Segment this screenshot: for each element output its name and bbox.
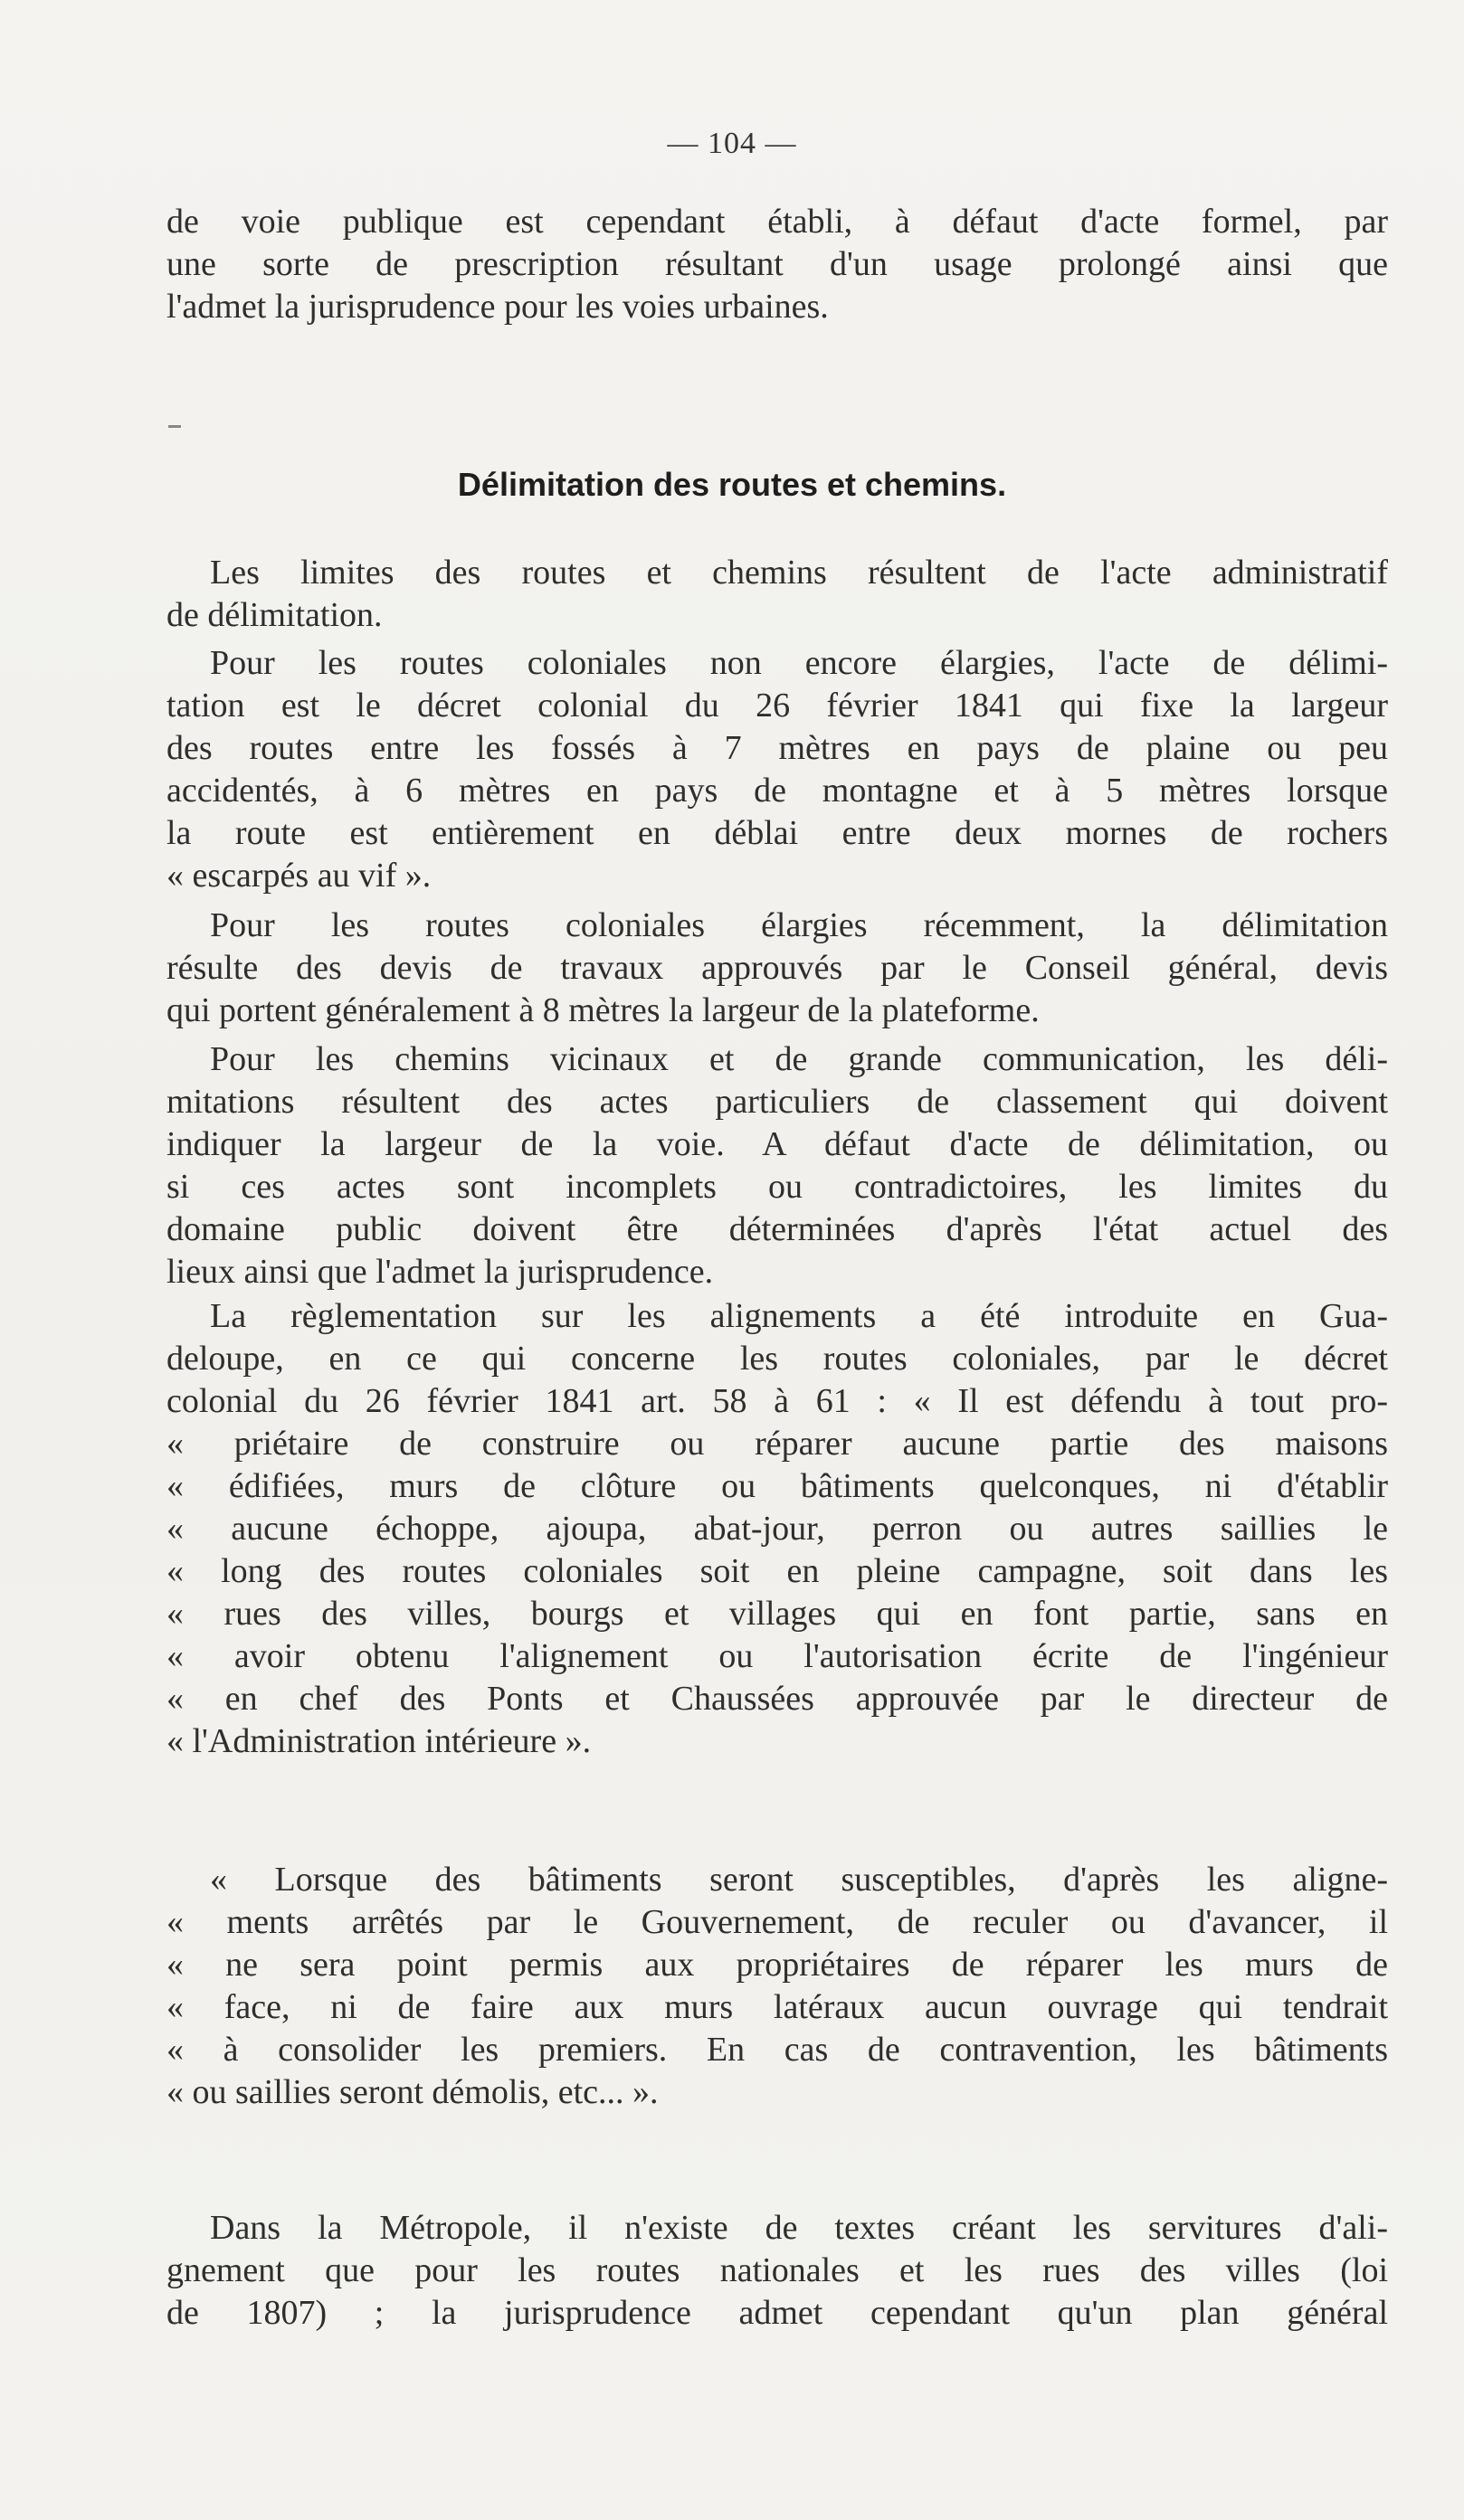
text-line: Pour les routes coloniales élargies récemment, la délimitation bbox=[210, 906, 1388, 944]
text-line: « l'Administration intérieure ». bbox=[166, 1722, 592, 1760]
text-line: si ces actes sont incomplets ou contradictoires, les limites du bbox=[166, 1168, 1388, 1206]
text-line: « priétaire de construire ou réparer aucune partie des maisons bbox=[166, 1425, 1388, 1463]
text-line: gnement que pour les routes nationales et les rues des villes (loi bbox=[166, 2251, 1388, 2289]
text-line: Pour les chemins vicinaux et de grande communication, les déli- bbox=[210, 1040, 1388, 1078]
stray-mark bbox=[168, 425, 181, 428]
text-line: deloupe, en ce qui concerne les routes coloniales, par le décret bbox=[166, 1340, 1388, 1378]
text-line: Les limites des routes et chemins résultent de l'acte administratif bbox=[210, 554, 1388, 592]
text-line: « ne sera point permis aux propriétaires de réparer les murs de bbox=[166, 1946, 1388, 1984]
paragraph-routes-elargies bbox=[166, 905, 1388, 1032]
text-line: « escarpés au vif ». bbox=[166, 857, 432, 895]
section-heading: Délimitation des routes et chemins. bbox=[457, 466, 1007, 503]
text-line: une sorte de prescription résultant d'un usage prolongé ainsi que bbox=[166, 245, 1388, 283]
text-line: l'admet la jurisprudence pour les voies urbaines. bbox=[166, 288, 829, 326]
page-number: — 104 — bbox=[667, 127, 797, 160]
text-line: de voie publique est cependant établi, à défaut d'acte formel, par bbox=[166, 203, 1388, 241]
text-line: La règlementation sur les alignements a été introduite en Gua- bbox=[210, 1297, 1388, 1335]
text-line: « édifiées, murs de clôture ou bâtiments quelconques, ni d'établir bbox=[166, 1467, 1388, 1505]
text-line: la route est entièrement en déblai entre deux mornes de rochers bbox=[166, 814, 1388, 852]
text-line: « ments arrêtés par le Gouvernement, de reculer ou d'avancer, il bbox=[166, 1903, 1388, 1941]
paragraph-chemins-vicinaux bbox=[166, 1038, 1388, 1293]
paragraph-metropole bbox=[166, 2207, 1388, 2335]
text-line: de délimitation. bbox=[166, 596, 383, 634]
text-line: qui portent généralement à 8 mètres la largeur de la plateforme. bbox=[166, 991, 1040, 1029]
text-line: indiquer la largeur de la voie. A défaut d'acte de délimitation, ou bbox=[166, 1125, 1388, 1163]
paragraph-routes-coloniales bbox=[166, 642, 1388, 897]
text-line: colonial du 26 février 1841 art. 58 à 61 : « Il est défendu à tout pro- bbox=[166, 1382, 1388, 1420]
text-line: des routes entre les fossés à 7 mètres en pays de plaine ou peu bbox=[166, 729, 1388, 767]
text-line: « à consolider les premiers. En cas de contravention, les bâtiments bbox=[166, 2031, 1388, 2069]
text-line: résulte des devis de travaux approuvés par le Conseil général, devis bbox=[166, 949, 1388, 987]
text-line: lieux ainsi que l'admet la jurisprudence. bbox=[166, 1253, 714, 1291]
text-line: de 1807) ; la jurisprudence admet cependant qu'un plan général bbox=[166, 2294, 1388, 2332]
text-line: « aucune échoppe, ajoupa, abat-jour, perron ou autres saillies le bbox=[166, 1510, 1388, 1548]
text-line: mitations résultent des actes particuliers de classement qui doivent bbox=[166, 1083, 1388, 1121]
text-line: « ou saillies seront démolis, etc... ». bbox=[166, 2073, 659, 2111]
text-line: « rues des villes, bourgs et villages qui en font partie, sans en bbox=[166, 1595, 1388, 1633]
text-line: domaine public doivent être déterminées d'après l'état actuel des bbox=[166, 1210, 1388, 1248]
text-line: « long des routes coloniales soit en pleine campagne, soit dans les bbox=[166, 1552, 1388, 1590]
text-line: Pour les routes coloniales non encore élargies, l'acte de délimi- bbox=[210, 644, 1388, 682]
text-line: « en chef des Ponts et Chaussées approuvée par le directeur de bbox=[166, 1680, 1388, 1718]
text-line: accidentés, à 6 mètres en pays de montagne et à 5 mètres lorsque bbox=[166, 772, 1388, 810]
paragraph-intro bbox=[166, 201, 1388, 328]
text-line: « avoir obtenu l'alignement ou l'autorisation écrite de l'ingénieur bbox=[166, 1637, 1388, 1675]
paragraph-limits bbox=[166, 552, 1388, 637]
text-line: tation est le décret colonial du 26 février 1841 qui fixe la largeur bbox=[166, 687, 1388, 725]
text-line: « Lorsque des bâtiments seront susceptibles, d'après les aligne- bbox=[210, 1861, 1388, 1899]
paragraph-lorsque bbox=[166, 1859, 1388, 2114]
text-line: Dans la Métropole, il n'existe de textes créant les servitures d'ali- bbox=[210, 2209, 1388, 2247]
text-line: « face, ni de faire aux murs latéraux aucun ouvrage qui tendrait bbox=[166, 1988, 1388, 2026]
paragraph-reglementation bbox=[166, 1295, 1388, 1763]
